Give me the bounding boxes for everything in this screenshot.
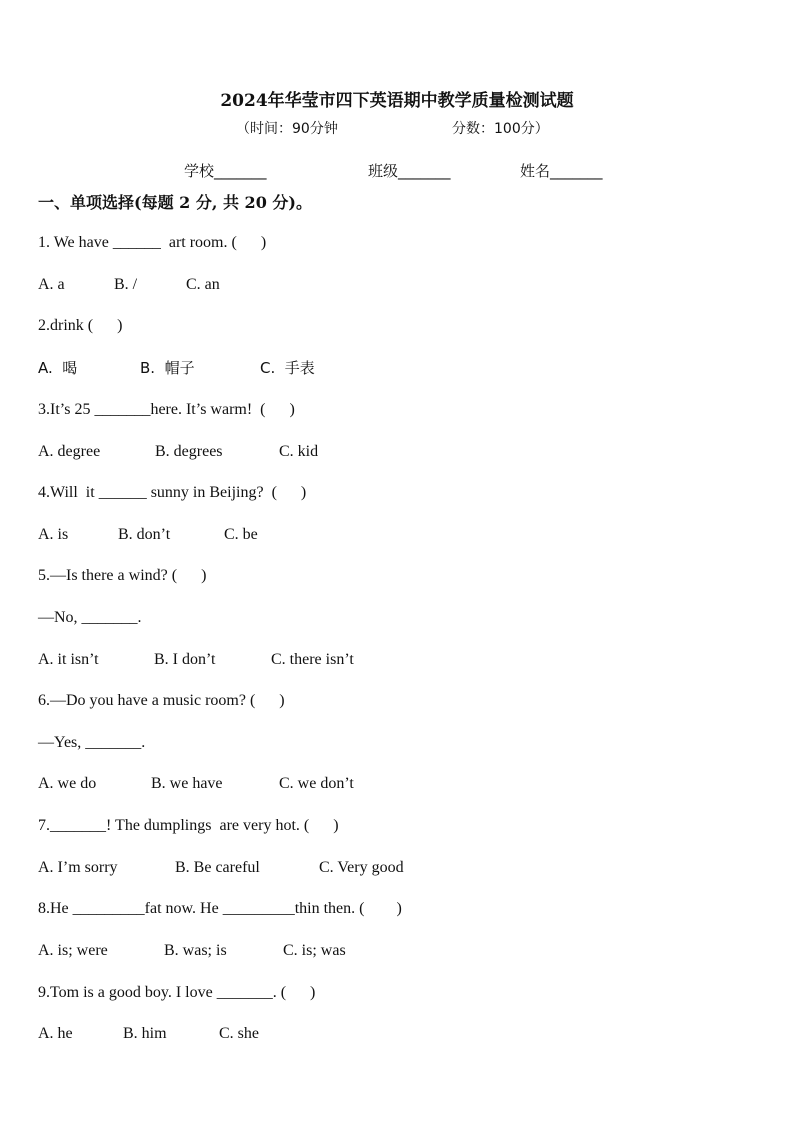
option-a: A. degree	[38, 443, 101, 460]
option-c: C. an	[186, 276, 220, 293]
option-a: A. we do	[38, 775, 97, 792]
question-stem: 5.—Is there a wind? ( )	[38, 567, 207, 584]
exam-score: 分数：100分）	[452, 121, 549, 137]
option-a: A. 喝	[38, 359, 78, 377]
option-c: C. she	[219, 1025, 259, 1042]
option-b: B. him	[123, 1025, 167, 1042]
question-answer-line: —No, _______.	[38, 609, 142, 626]
option-c: C. there isn’t	[271, 651, 354, 668]
option-c: C. Very good	[319, 859, 404, 876]
option-b: B. was; is	[164, 942, 227, 959]
exam-time: （时间：90分钟	[236, 121, 338, 137]
question-stem: 1. We have ______ art room. ( )	[38, 234, 267, 251]
option-a: A. it isn’t	[38, 651, 99, 668]
option-a: A. is	[38, 526, 69, 543]
option-a: A. I’m sorry	[38, 859, 118, 876]
question-stem: 8.He _________fat now. He _________thin then. ( )	[38, 900, 402, 917]
option-a: A. he	[38, 1025, 73, 1042]
option-a: A. a	[38, 276, 65, 293]
question-stem: 4.Will it ______ sunny in Beijing? ( )	[38, 484, 307, 501]
question-stem: 3.It’s 25 _______here. It’s warm! ( )	[38, 401, 295, 418]
option-c: C. we don’t	[279, 775, 354, 792]
name-field: 姓名_______	[520, 162, 603, 180]
option-a: A. is; were	[38, 942, 108, 959]
option-b: B. don’t	[118, 526, 171, 543]
page-title: 2024年华莹市四下英语期中教学质量检测试题	[220, 91, 574, 111]
option-b: B. 帽子	[140, 359, 195, 377]
option-c: C. is; was	[283, 942, 346, 959]
option-c: C. be	[224, 526, 258, 543]
option-b: B. /	[114, 276, 138, 293]
section-heading: 一、单项选择(每题 2 分, 共 20 分)。	[38, 193, 312, 212]
question-stem: 9.Tom is a good boy. I love _______. ( )	[38, 984, 316, 1001]
question-stem: 6.—Do you have a music room? ( )	[38, 692, 285, 709]
question-stem: 2.drink ( )	[38, 317, 123, 334]
option-b: B. I don’t	[154, 651, 216, 668]
question-answer-line: —Yes, _______.	[38, 734, 146, 751]
option-c: C. kid	[279, 443, 319, 460]
option-c: C. 手表	[260, 359, 315, 377]
school-field: 学校_______	[184, 162, 267, 180]
option-b: B. degrees	[155, 443, 223, 460]
option-b: B. Be careful	[175, 859, 260, 876]
option-b: B. we have	[151, 775, 223, 792]
class-field: 班级_______	[368, 162, 451, 180]
question-stem: 7._______! The dumplings are very hot. ( )	[38, 817, 339, 834]
